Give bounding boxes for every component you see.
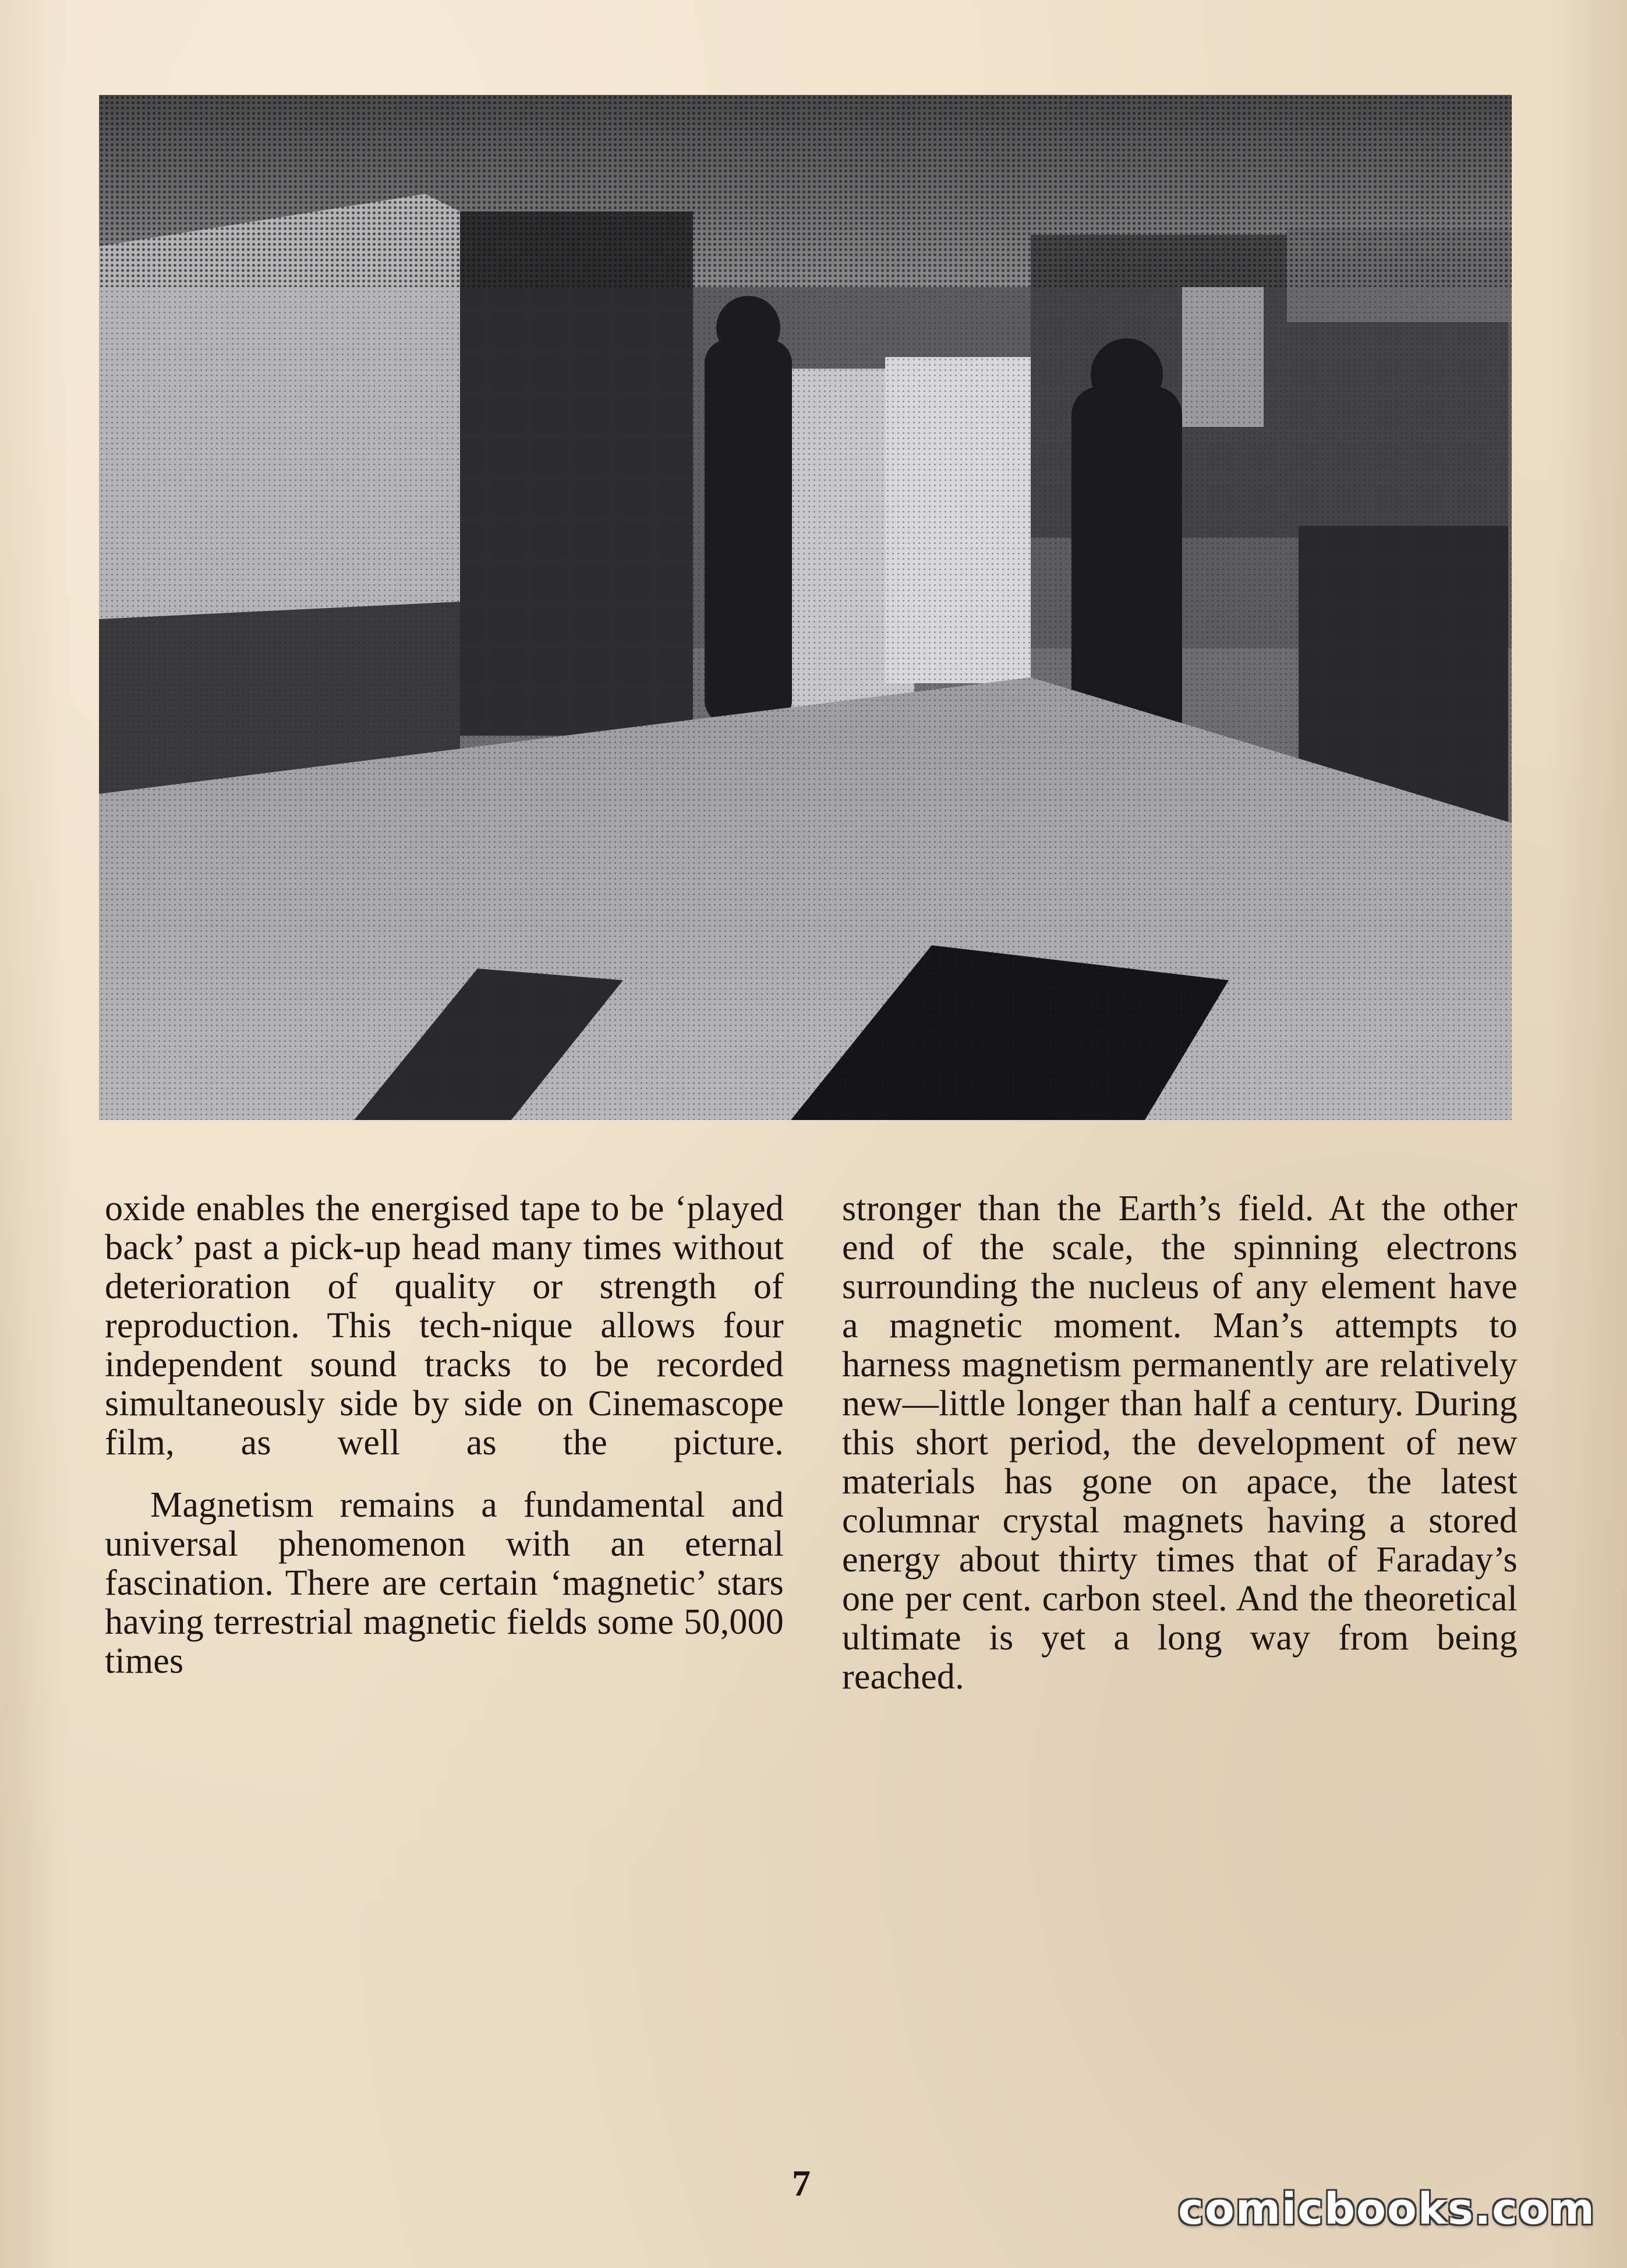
paragraph: oxide enables the energised tape to be ‘played back’ past a pick-up head many times without deterioration of quality or strength of reproduction. This tech-nique allows four independent sound tracks to be recorded simultaneously side by side on Cinemascope film, as well as the picture. — [105, 1189, 784, 1462]
paragraph: stronger than the Earth’s field. At the other end of the scale, the spinning electrons surrounding the nucleus of any element have a magnetic moment. Man’s attempts to harness magnetism permanently are relatively new—little longer than half a century. During this short period, the development of new materials has gone on apace, the latest columnar crystal magnets having a stored energy about thirty times that of Faraday’s one per cent. carbon steel. And the theoretical ultimate is yet a long way from being reached. — [842, 1189, 1518, 1697]
text-column-left — [105, 1189, 784, 1681]
photo-image-icon — [99, 95, 1512, 1120]
watermark: comicbooks.com — [1178, 2184, 1596, 2234]
text-column-right — [842, 1189, 1518, 1697]
paragraph: Magnetism remains a fundamental and universal phenomenon with an eternal fascination. There are certain ‘magnetic’ stars having terrestrial magnetic fields some 50,000 times — [105, 1485, 784, 1681]
page-number: 7 — [792, 2163, 811, 2204]
factory-interior-photo — [99, 95, 1512, 1120]
